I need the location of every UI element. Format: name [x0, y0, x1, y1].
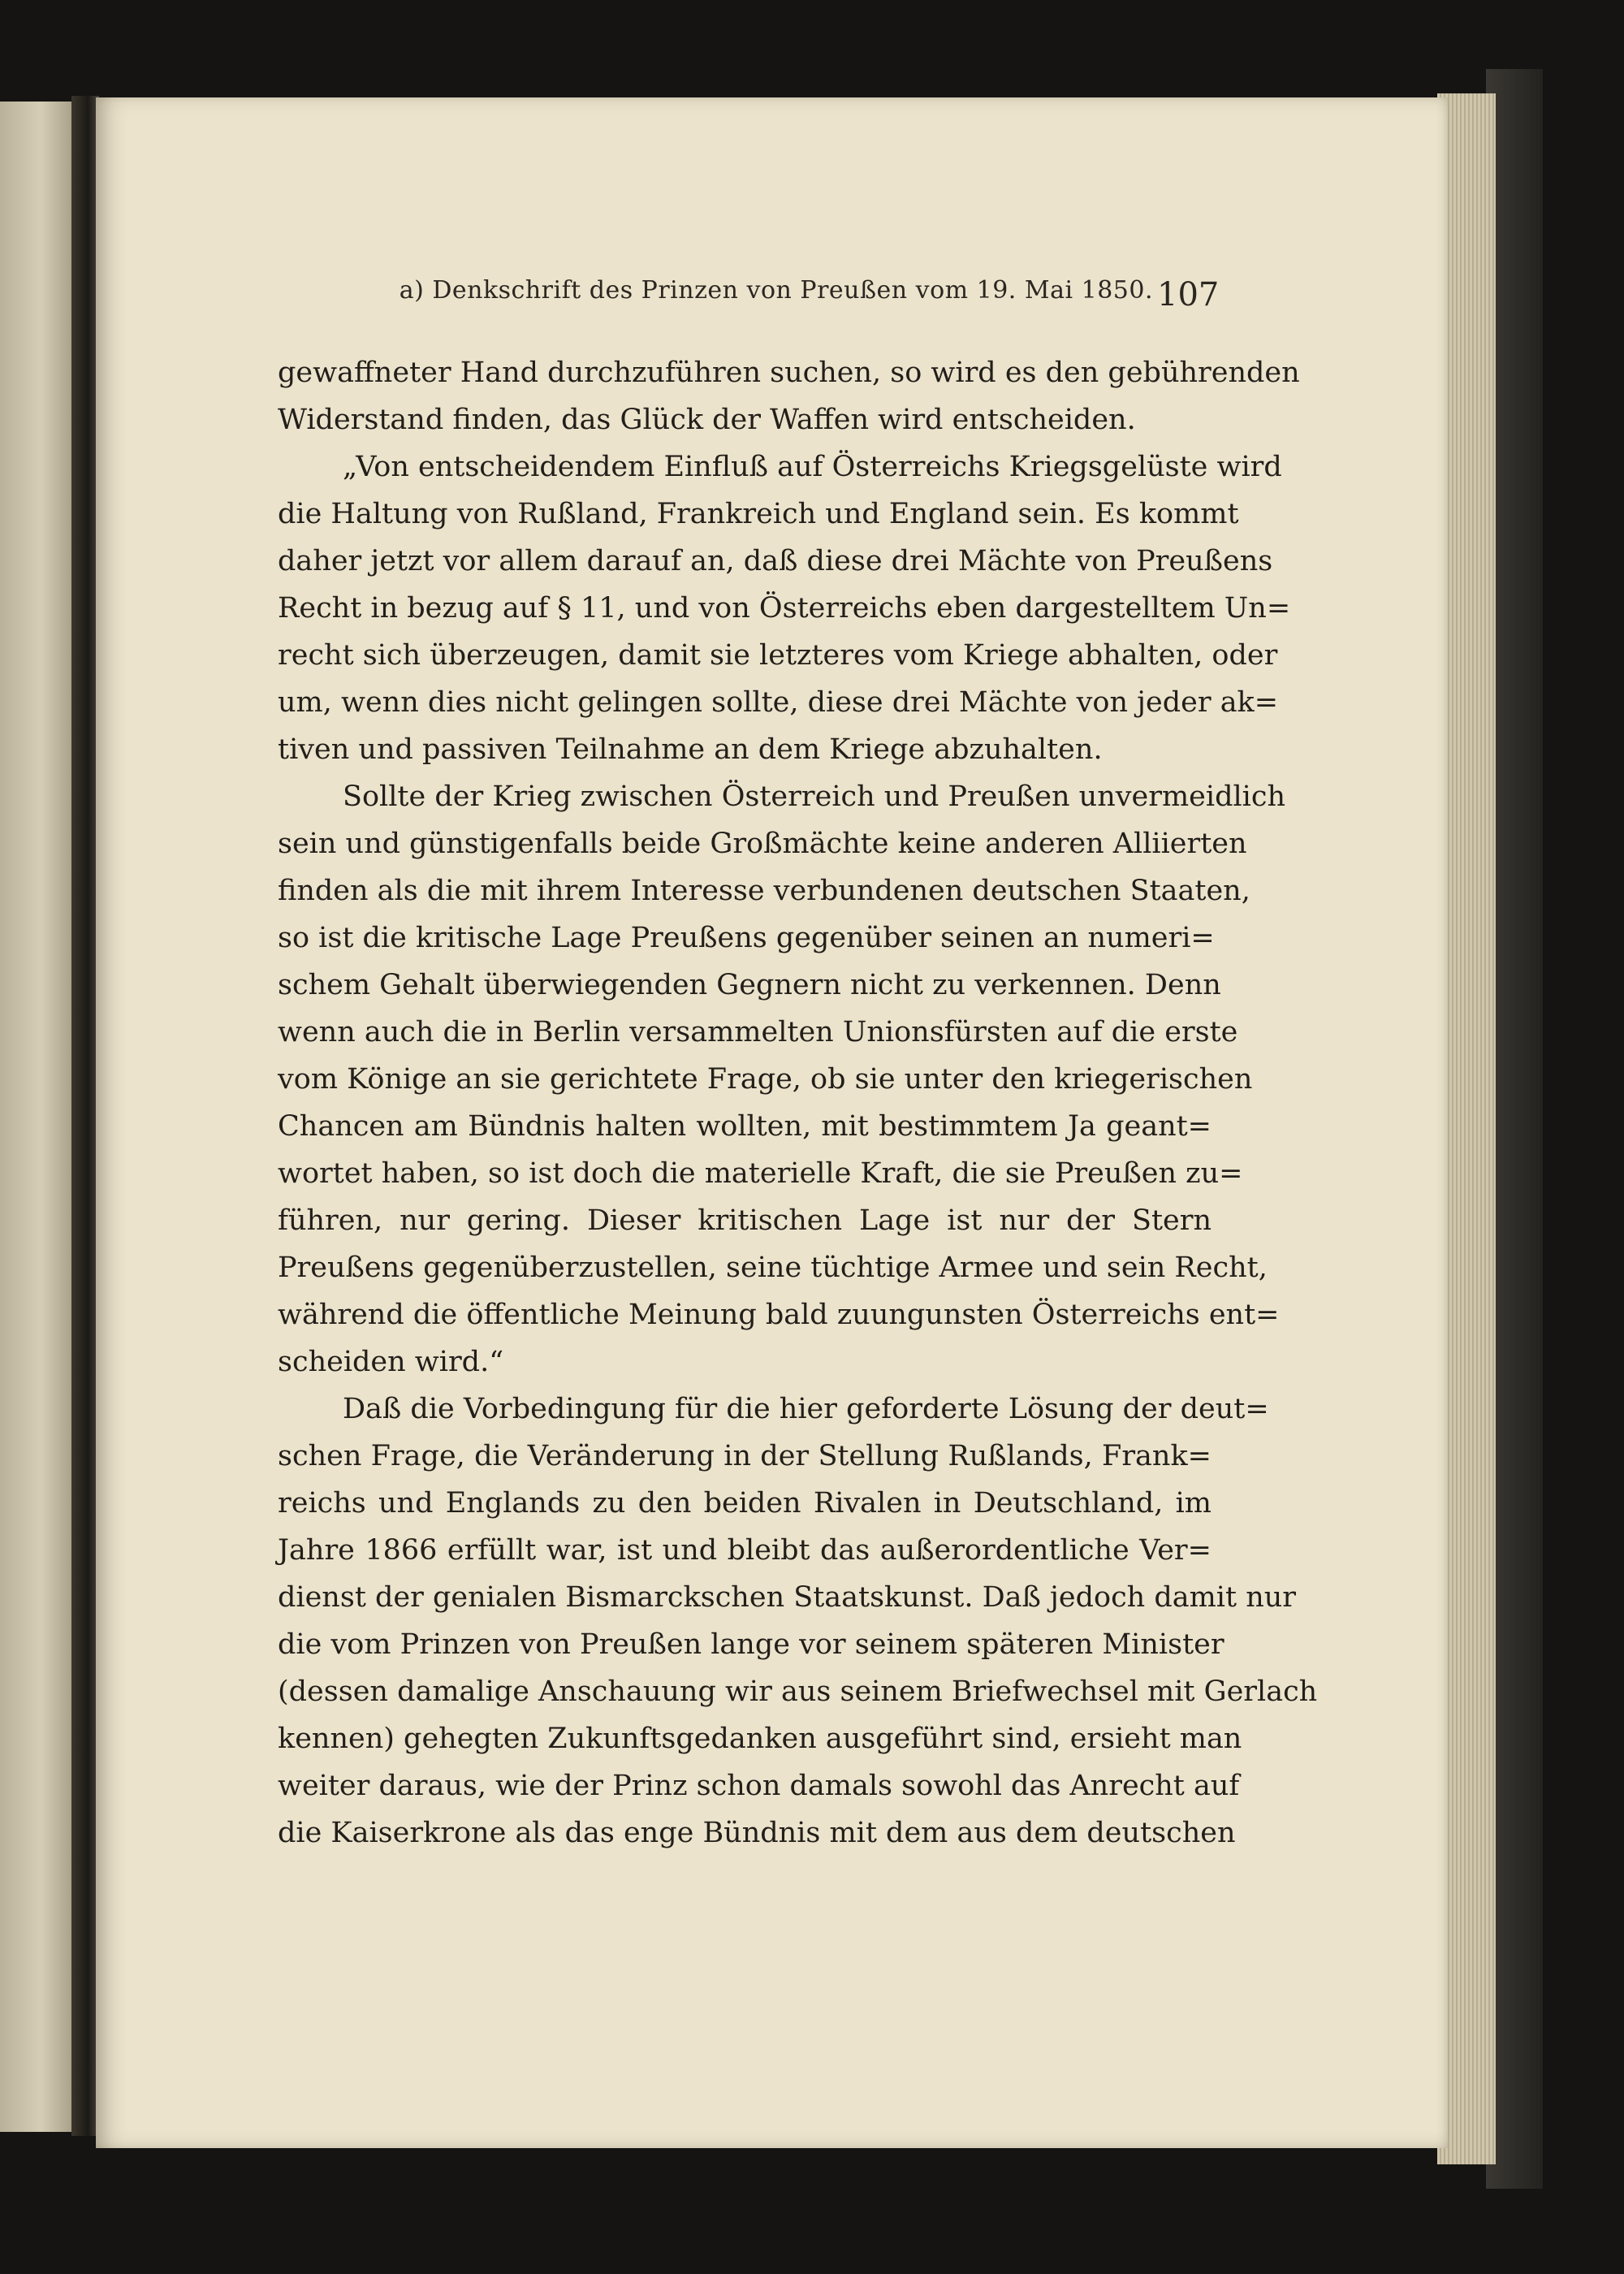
body-text	[278, 349, 1318, 1857]
text-line: schen Frage, die Veränderung in der Stellung Rußlands, Frank=	[278, 1440, 1212, 1472]
text-line: daher jetzt vor allem darauf an, daß diese drei Mächte von Preußens	[278, 545, 1273, 577]
text-line: Daß die Vorbedingung für die hier geforderte Lösung der deut=	[343, 1393, 1269, 1425]
text-line: Sollte der Krieg zwischen Österreich und Preußen unvermeidlich	[343, 780, 1286, 813]
running-head-title: a) Denkschrift des Prinzen von Preußen vom 19. Mai 1850.	[399, 276, 1153, 305]
text-line: wenn auch die in Berlin versammelten Unionsfürsten auf die erste	[278, 1016, 1238, 1048]
text-line: führen, nur gering. Dieser kritischen Lage ist nur der Stern	[278, 1204, 1212, 1237]
text-line: sein und günstigenfalls beide Großmächte keine anderen Alliierten	[278, 828, 1247, 860]
text-line: tiven und passiven Teilnahme an dem Kriege abzuhalten.	[278, 733, 1103, 766]
text-line: so ist die kritische Lage Preußens gegenüber seinen an numeri=	[278, 922, 1215, 954]
text-line: die vom Prinzen von Preußen lange vor seinem späteren Minister	[278, 1628, 1224, 1661]
text-line: Widerstand finden, das Glück der Waffen wird entscheiden.	[278, 404, 1136, 436]
text-line: finden als die mit ihrem Interesse verbundenen deutschen Staaten,	[278, 875, 1250, 907]
text-line: die Haltung von Rußland, Frankreich und England sein. Es kommt	[278, 498, 1239, 530]
text-line: um, wenn dies nicht gelingen sollte, diese drei Mächte von jeder ak=	[278, 686, 1279, 719]
text-line: dienst der genialen Bismarckschen Staatskunst. Daß jedoch damit nur	[278, 1581, 1297, 1614]
book-gutter	[71, 96, 99, 2136]
text-line: schem Gehalt überwiegenden Gegnern nicht zu verkennen. Denn	[278, 969, 1221, 1001]
text-line: „Von entscheidendem Einfluß auf Österreichs Kriegsgelüste wird	[343, 451, 1282, 483]
page-number: 107	[1157, 276, 1220, 313]
text-line: (dessen damalige Anschauung wir aus seinem Briefwechsel mit Gerlach	[278, 1675, 1318, 1708]
text-line: wortet haben, so ist doch die materielle Kraft, die sie Preußen zu=	[278, 1157, 1243, 1190]
running-head	[382, 276, 1218, 305]
text-line: reichs und Englands zu den beiden Rivalen in Deutschland, im	[278, 1487, 1212, 1520]
text-line: vom Könige an sie gerichtete Frage, ob sie unter den kriegerischen	[278, 1063, 1253, 1096]
text-line: die Kaiserkrone als das enge Bündnis mit dem aus dem deutschen	[278, 1817, 1236, 1849]
text-line: gewaffneter Hand durchzuführen suchen, so wird es den gebührenden	[278, 357, 1300, 389]
text-line: Recht in bezug auf § 11, und von Österreichs eben dargestelltem Un=	[278, 592, 1291, 625]
text-line: recht sich überzeugen, damit sie letzteres vom Kriege abhalten, oder	[278, 639, 1278, 672]
text-line: weiter daraus, wie der Prinz schon damals sowohl das Anrecht auf	[278, 1770, 1240, 1802]
text-line: Jahre 1866 erfüllt war, ist und bleibt das außerordentliche Ver=	[278, 1534, 1212, 1567]
text-line: während die öffentliche Meinung bald zuungunsten Österreichs ent=	[278, 1299, 1280, 1331]
text-line: scheiden wird.“	[278, 1346, 504, 1378]
text-line: Chancen am Bündnis halten wollten, mit bestimmtem Ja geant=	[278, 1110, 1212, 1143]
text-line: kennen) gehegten Zukunftsgedanken ausgeführt sind, ersieht man	[278, 1723, 1242, 1755]
left-page-edge	[0, 102, 75, 2132]
text-line: Preußens gegenüberzustellen, seine tüchtige Armee und sein Recht,	[278, 1252, 1268, 1284]
